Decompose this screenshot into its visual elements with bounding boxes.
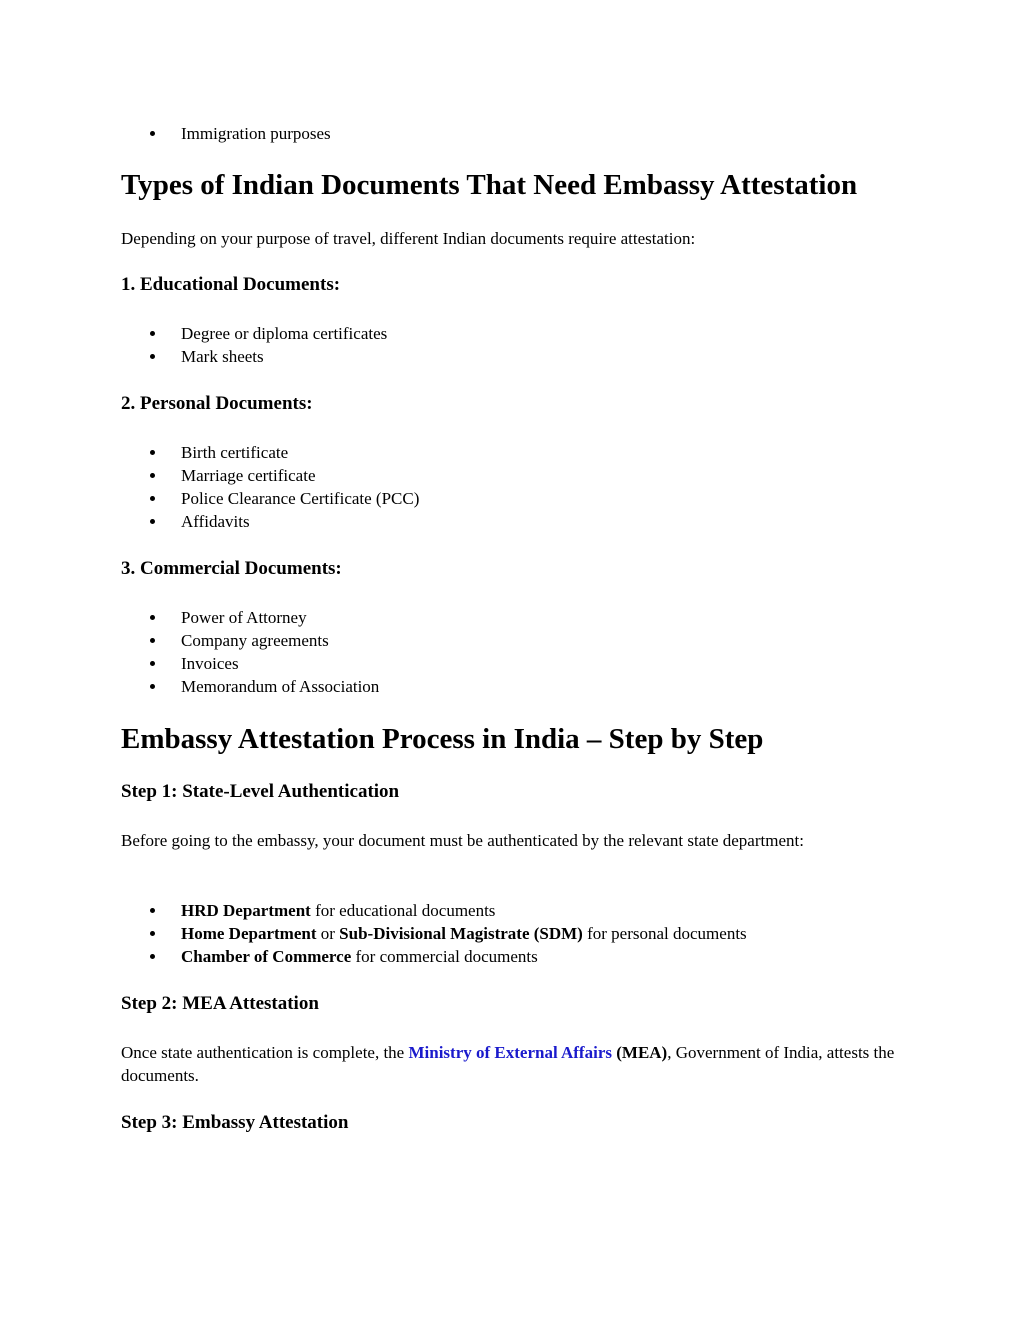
bullet-icon bbox=[150, 496, 155, 501]
bullet-icon bbox=[150, 331, 155, 336]
bullet-icon bbox=[150, 908, 155, 913]
educational-list bbox=[121, 322, 387, 368]
bullet-icon bbox=[150, 931, 155, 936]
bullet-icon bbox=[150, 519, 155, 524]
bullet-icon bbox=[150, 638, 155, 643]
purposes-list bbox=[121, 122, 331, 145]
list-item: Birth certificate bbox=[121, 441, 419, 464]
bullet-icon bbox=[150, 473, 155, 478]
bullet-icon bbox=[150, 661, 155, 666]
personal-list bbox=[121, 441, 419, 533]
bullet-icon bbox=[150, 354, 155, 359]
heading-attestation-process: Embassy Attestation Process in India – Step by Step bbox=[121, 723, 764, 755]
list-item: Degree or diploma certificates bbox=[121, 322, 387, 345]
list-item: Police Clearance Certificate (PCC) bbox=[121, 487, 419, 510]
heading-educational: 1. Educational Documents: bbox=[121, 274, 341, 295]
heading-commercial: 3. Commercial Documents: bbox=[121, 558, 342, 579]
intro-paragraph: Depending on your purpose of travel, different Indian documents require attestation: bbox=[121, 229, 696, 248]
list-item: Power of Attorney bbox=[121, 606, 379, 629]
list-item: Immigration purposes bbox=[121, 122, 331, 145]
bullet-icon bbox=[150, 684, 155, 689]
bullet-icon bbox=[150, 131, 155, 136]
list-item: Affidavits bbox=[121, 510, 419, 533]
list-item: Company agreements bbox=[121, 629, 379, 652]
list-item: HRD Department for educational documents bbox=[121, 899, 747, 922]
list-item: Chamber of Commerce for commercial documents bbox=[121, 945, 747, 968]
bullet-icon bbox=[150, 954, 155, 959]
heading-step-1: Step 1: State-Level Authentication bbox=[121, 781, 400, 802]
list-item: Invoices bbox=[121, 652, 379, 675]
list-item: Mark sheets bbox=[121, 345, 387, 368]
mea-link[interactable]: Ministry of External Affairs bbox=[408, 1043, 612, 1062]
list-item: Marriage certificate bbox=[121, 464, 419, 487]
heading-personal: 2. Personal Documents: bbox=[121, 393, 313, 414]
bullet-icon bbox=[150, 615, 155, 620]
list-item: Home Department or Sub-Divisional Magistrate (SDM) for personal documents bbox=[121, 922, 747, 945]
step-2-paragraph: Once state authentication is complete, the Ministry of External Affairs (MEA), Government of India, attests the documents. bbox=[121, 1043, 895, 1085]
heading-step-3: Step 3: Embassy Attestation bbox=[121, 1112, 349, 1133]
heading-step-2: Step 2: MEA Attestation bbox=[121, 993, 319, 1014]
step-1-paragraph: Before going to the embassy, your document must be authenticated by the relevant state department: bbox=[121, 831, 804, 850]
heading-document-types: Types of Indian Documents That Need Embassy Attestation bbox=[121, 169, 858, 201]
state-departments-list bbox=[121, 899, 747, 968]
list-item: Memorandum of Association bbox=[121, 675, 379, 698]
bullet-icon bbox=[150, 450, 155, 455]
commercial-list bbox=[121, 606, 379, 698]
